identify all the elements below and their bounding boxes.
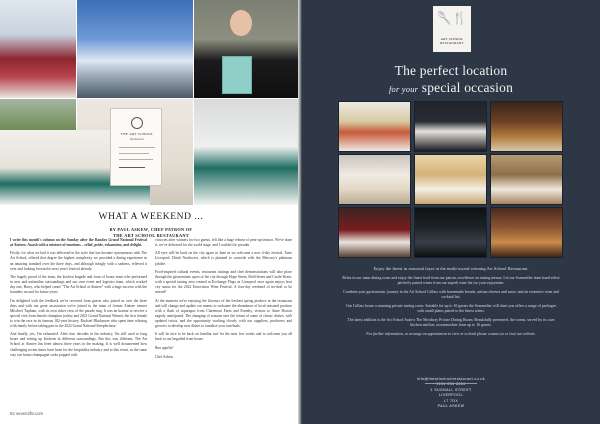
advert-paragraph: Our Cellars house a stunning private tasting room. Suitable for up to 10 guests the Sommelier will chart you offers a range of packages with small plates paired to the finest wines. (345, 303, 557, 313)
article-column-2 (155, 238, 292, 408)
photo-dessert (490, 154, 563, 205)
art-school-logo (433, 6, 471, 52)
menu-card-subtitle: Restaurant (130, 137, 144, 141)
venue-photo-grid (338, 101, 564, 257)
photo-wine-cellar (490, 101, 563, 152)
contact-email[interactable]: info@theartschoolrestaurant.co.uk (417, 377, 485, 381)
contact-address-line-3: L7 7DX (443, 398, 459, 403)
photo-floral-arrangement (338, 101, 411, 152)
advert-lead: Enjoy the finest in seasonal fayre at the multi-award winning Art School Restaurant. (373, 266, 529, 271)
logo-line-2: RESTAURANT (440, 41, 464, 45)
article-paragraph: The hugely proud of the team, the kitchen brigade and front of house team who performed in new and unfamiliar surroundings and our own event and logistics team, which worked day one, Harry, who helped create "The Art School at Aintree" with a huge success with the founders on and for future years. (10, 274, 147, 295)
photo-plated-dish (414, 154, 487, 205)
article-body (10, 238, 292, 408)
menu-card-line (119, 153, 149, 154)
right-page-advert (302, 0, 600, 424)
contact-address-line-1: 1 SUGNALL STREET (430, 387, 472, 392)
article-paragraph: victories after winners for two guests, felt like a huge release of pent-up tension. We've done it, we've delivered for the world stage, and I couldn't be prouder. (155, 238, 292, 248)
article-author: Chef Askew (155, 354, 174, 359)
advert-paragraph: The latest addition is the Art School Suite a The Mowbray Private Dining Room. Beautifully presented, the rooms, served by its own kitchen and bar, accommodate from up to 16 guests. (347, 317, 555, 327)
article-paragraph: And finally, yes, I'm exhausted. After four decades in the industry, I'm still used to long hours and setting up kitchens in different surroundings. But this was different. The Art School at Aintree has been almost three years in the making. It is well documented how challenging recent times have been for the hospitality industry and to this event, as the same way our house champagne corks popped with (10, 332, 147, 357)
article-paragraph: Firstly, for what we had it was delivered in the style that has become synonymous with The Art School, offered that degree the highest complexity we provided a dining experience in an amazing standard over the three days, and although tiringly with a sadness, relieved it over and looking forward to next year's festival already. (10, 251, 147, 271)
photo-marquee-exterior (77, 0, 193, 98)
advert-paragraph: Combine your gastronomic journey in the Art School Cellars with homemade breads, artisan cheeses and more, and an extensive wine and cocktail list. (343, 289, 559, 299)
advert-body (342, 266, 560, 340)
headline-for-your: for your (388, 84, 419, 94)
photo-dining-hall (0, 0, 76, 98)
article-signoff: Bon appétit! (155, 345, 174, 350)
headline-special-occasion: special occasion (421, 80, 514, 95)
menu-card-line (119, 159, 153, 160)
photo-cellar-tasting-room (490, 207, 563, 258)
menu-card-line (119, 147, 155, 148)
article-paragraph: Food-inspired cultural events, restaurant tastings and chef demonstrations will take place through the gastronomic spots of the city through Hope Street, Bold Street and Castle Street, with a special tasting area created at Exchange Flags as Liverpool once again enjoys host city status for the 2022 Eurovision Wine Festival. A four-day weekend of no-deal or be missed! (155, 269, 292, 295)
article-byline-line-1: BY PAUL ASKEW, CHEF PATRON OF (109, 227, 193, 232)
article-header (10, 212, 292, 239)
logo-wordmark (433, 37, 471, 45)
photo-sommelier (414, 101, 487, 152)
photo-table-setting (194, 99, 300, 205)
advert-paragraph: Relax in our main dining room and enjoy the finest food from our patron, excellence on tasting menus. Let our Sommelier team hand select perfectly paired wines from our superb wine list for your enjoyment. (342, 275, 560, 285)
advert-headline-line-1: The perfect location (394, 63, 508, 78)
menu-card-title: THE ART SCHOOL (120, 132, 154, 136)
contact-divider (425, 383, 477, 384)
photo-main-dining-room (338, 207, 411, 258)
logo-line-1: ART SCHOOL (440, 37, 464, 41)
article-paragraph: I'm delighted with the feedback we've received from guests who joined us over the three days and with our great association we've joined to the team of former Aintree winner Mischief Tupham, with its own ticket view of the parade ring. It was an honour to receive a special visit from female champion jockey and 2021 Grand National Winner, the first female to win the race in its famous 182-year history. Rachael Blackmore who spent time relaxing with family before taking part in the 2022 Grand National Steeplechase. (10, 298, 147, 328)
photo-private-dining-room (338, 154, 411, 205)
advert-headline-line-2 (302, 80, 600, 96)
chef-holding-card (222, 56, 252, 94)
article-byline-line-2: THE ART SCHOOL RESTAURANT (113, 233, 189, 238)
contact-phone[interactable]: 0151 230 8600 (436, 382, 466, 387)
page-folio: 62 seven2fiv.com (10, 411, 44, 416)
chef-face (230, 10, 252, 36)
advert-closing: For further information, to arrange an appointment to view or to book please contact us or visit our website. (366, 331, 536, 336)
menu-card-signature (119, 167, 145, 168)
article-paragraph: All eyes will be back on the city again in June as we welcome a new 4-day festival, Taste Liverpool. Drink Northwest, which is planned to coincide with the Mercury's platinum jubilee. (155, 251, 292, 266)
article-paragraph: At the moment we're enjoying the flavours of the freshest spring produce in the restaurant and will change and update our menus to welcome the abundance of local seasonal produce with a flush of asparagus from Claremont Farm and Formby, visitors to Anne Horton eagerly anticipated. The changing of seasons sees the return of some of classic dishes, with updated twists, and the opportunity working closely with our suppliers, producers and growers to develop new dishes to tantalise your tastebuds. (155, 298, 292, 328)
article-column-1 (10, 238, 147, 408)
photo-bar (414, 207, 487, 258)
contact-address-line-2: LIVERPOOL (439, 393, 463, 398)
utensils-icon: 🥄🍴 (437, 11, 467, 25)
menu-card-logo-icon (131, 117, 143, 129)
menu-card (110, 108, 162, 186)
article-paragraph: It will be nice to be back on familiar turf for the next few weeks and to welcome you all back to our beguiled front house. (155, 332, 292, 342)
contact-signature: PAUL ASKEW (437, 404, 465, 409)
article-title: WHAT A WEEKEND ... (98, 212, 204, 222)
article-paragraph: I write this month's column on the Sunday after the Randox Grand National Festival at Aintree. Awash with a mixture of emotions – relief, pride, exhaustion, and delight. (10, 238, 147, 248)
